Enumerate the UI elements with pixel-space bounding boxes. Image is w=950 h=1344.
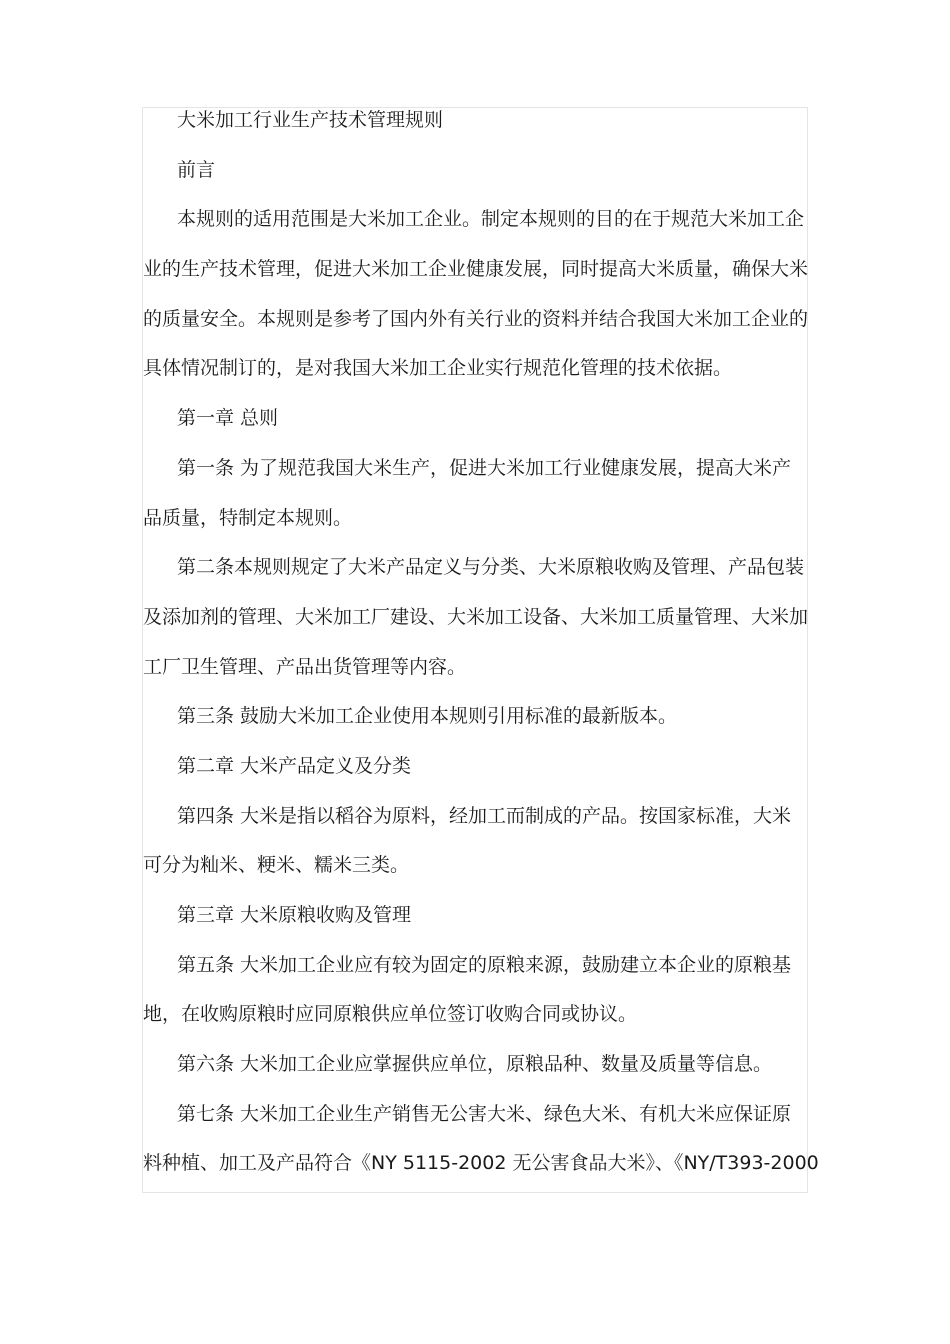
chapter-heading: 第一章 总则 bbox=[177, 407, 279, 430]
section-heading-preface: 前言 bbox=[177, 158, 216, 181]
article-line: 第一条 为了规范我国大米生产，促进大米加工行业健康发展，提高大米产 bbox=[177, 456, 792, 479]
article-line: 第二条本规则规定了大米产品定义与分类、大米原粮收购及管理、产品包装 bbox=[177, 556, 805, 579]
article-line: 第三条 鼓励大米加工企业使用本规则引用标准的最新版本。 bbox=[177, 705, 678, 728]
article-line: 料种植、加工及产品符合《NY 5115-2002 无公害食品大米》、《NY/T393-2000 bbox=[143, 1152, 819, 1175]
article-line: 可分为籼米、粳米、糯米三类。 bbox=[143, 854, 410, 877]
article-line: 工厂卫生管理、产品出货管理等内容。 bbox=[143, 655, 467, 678]
paragraph-line: 的质量安全。本规则是参考了国内外有关行业的资料并结合我国大米加工企业的 bbox=[143, 307, 809, 330]
article-line: 地，在收购原粮时应同原粮供应单位签订收购合同或协议。 bbox=[143, 1003, 638, 1026]
chapter-heading: 第二章 大米产品定义及分类 bbox=[177, 754, 412, 777]
chapter-heading: 第三章 大米原粮收购及管理 bbox=[177, 904, 412, 926]
paragraph-line: 本规则的适用范围是大米加工企业。制定本规则的目的在于规范大米加工企 bbox=[177, 208, 805, 231]
article-line: 及添加剂的管理、大米加工厂建设、大米加工设备、大米加工质量管理、大米加 bbox=[143, 605, 809, 628]
article-line: 第六条 大米加工企业应掌握供应单位，原粮品种、数量及质量等信息。 bbox=[177, 1053, 773, 1076]
article-line: 第七条 大米加工企业生产销售无公害大米、绿色大米、有机大米应保证原 bbox=[177, 1102, 792, 1125]
paragraph-line: 业的生产技术管理，促进大米加工企业健康发展，同时提高大米质量，确保大米 bbox=[143, 258, 809, 281]
article-line: 第四条 大米是指以稻谷为原料，经加工而制成的产品。按国家标准，大米 bbox=[177, 804, 792, 827]
paragraph-line: 具体情况制订的，是对我国大米加工企业实行规范化管理的技术依据。 bbox=[143, 357, 733, 380]
document-title: 大米加工行业生产技术管理规则 bbox=[177, 109, 444, 131]
document-body bbox=[143, 96, 819, 1189]
article-line: 第五条 大米加工企业应有较为固定的原粮来源，鼓励建立本企业的原粮基 bbox=[177, 953, 792, 976]
article-line: 品质量，特制定本规则。 bbox=[143, 506, 353, 529]
